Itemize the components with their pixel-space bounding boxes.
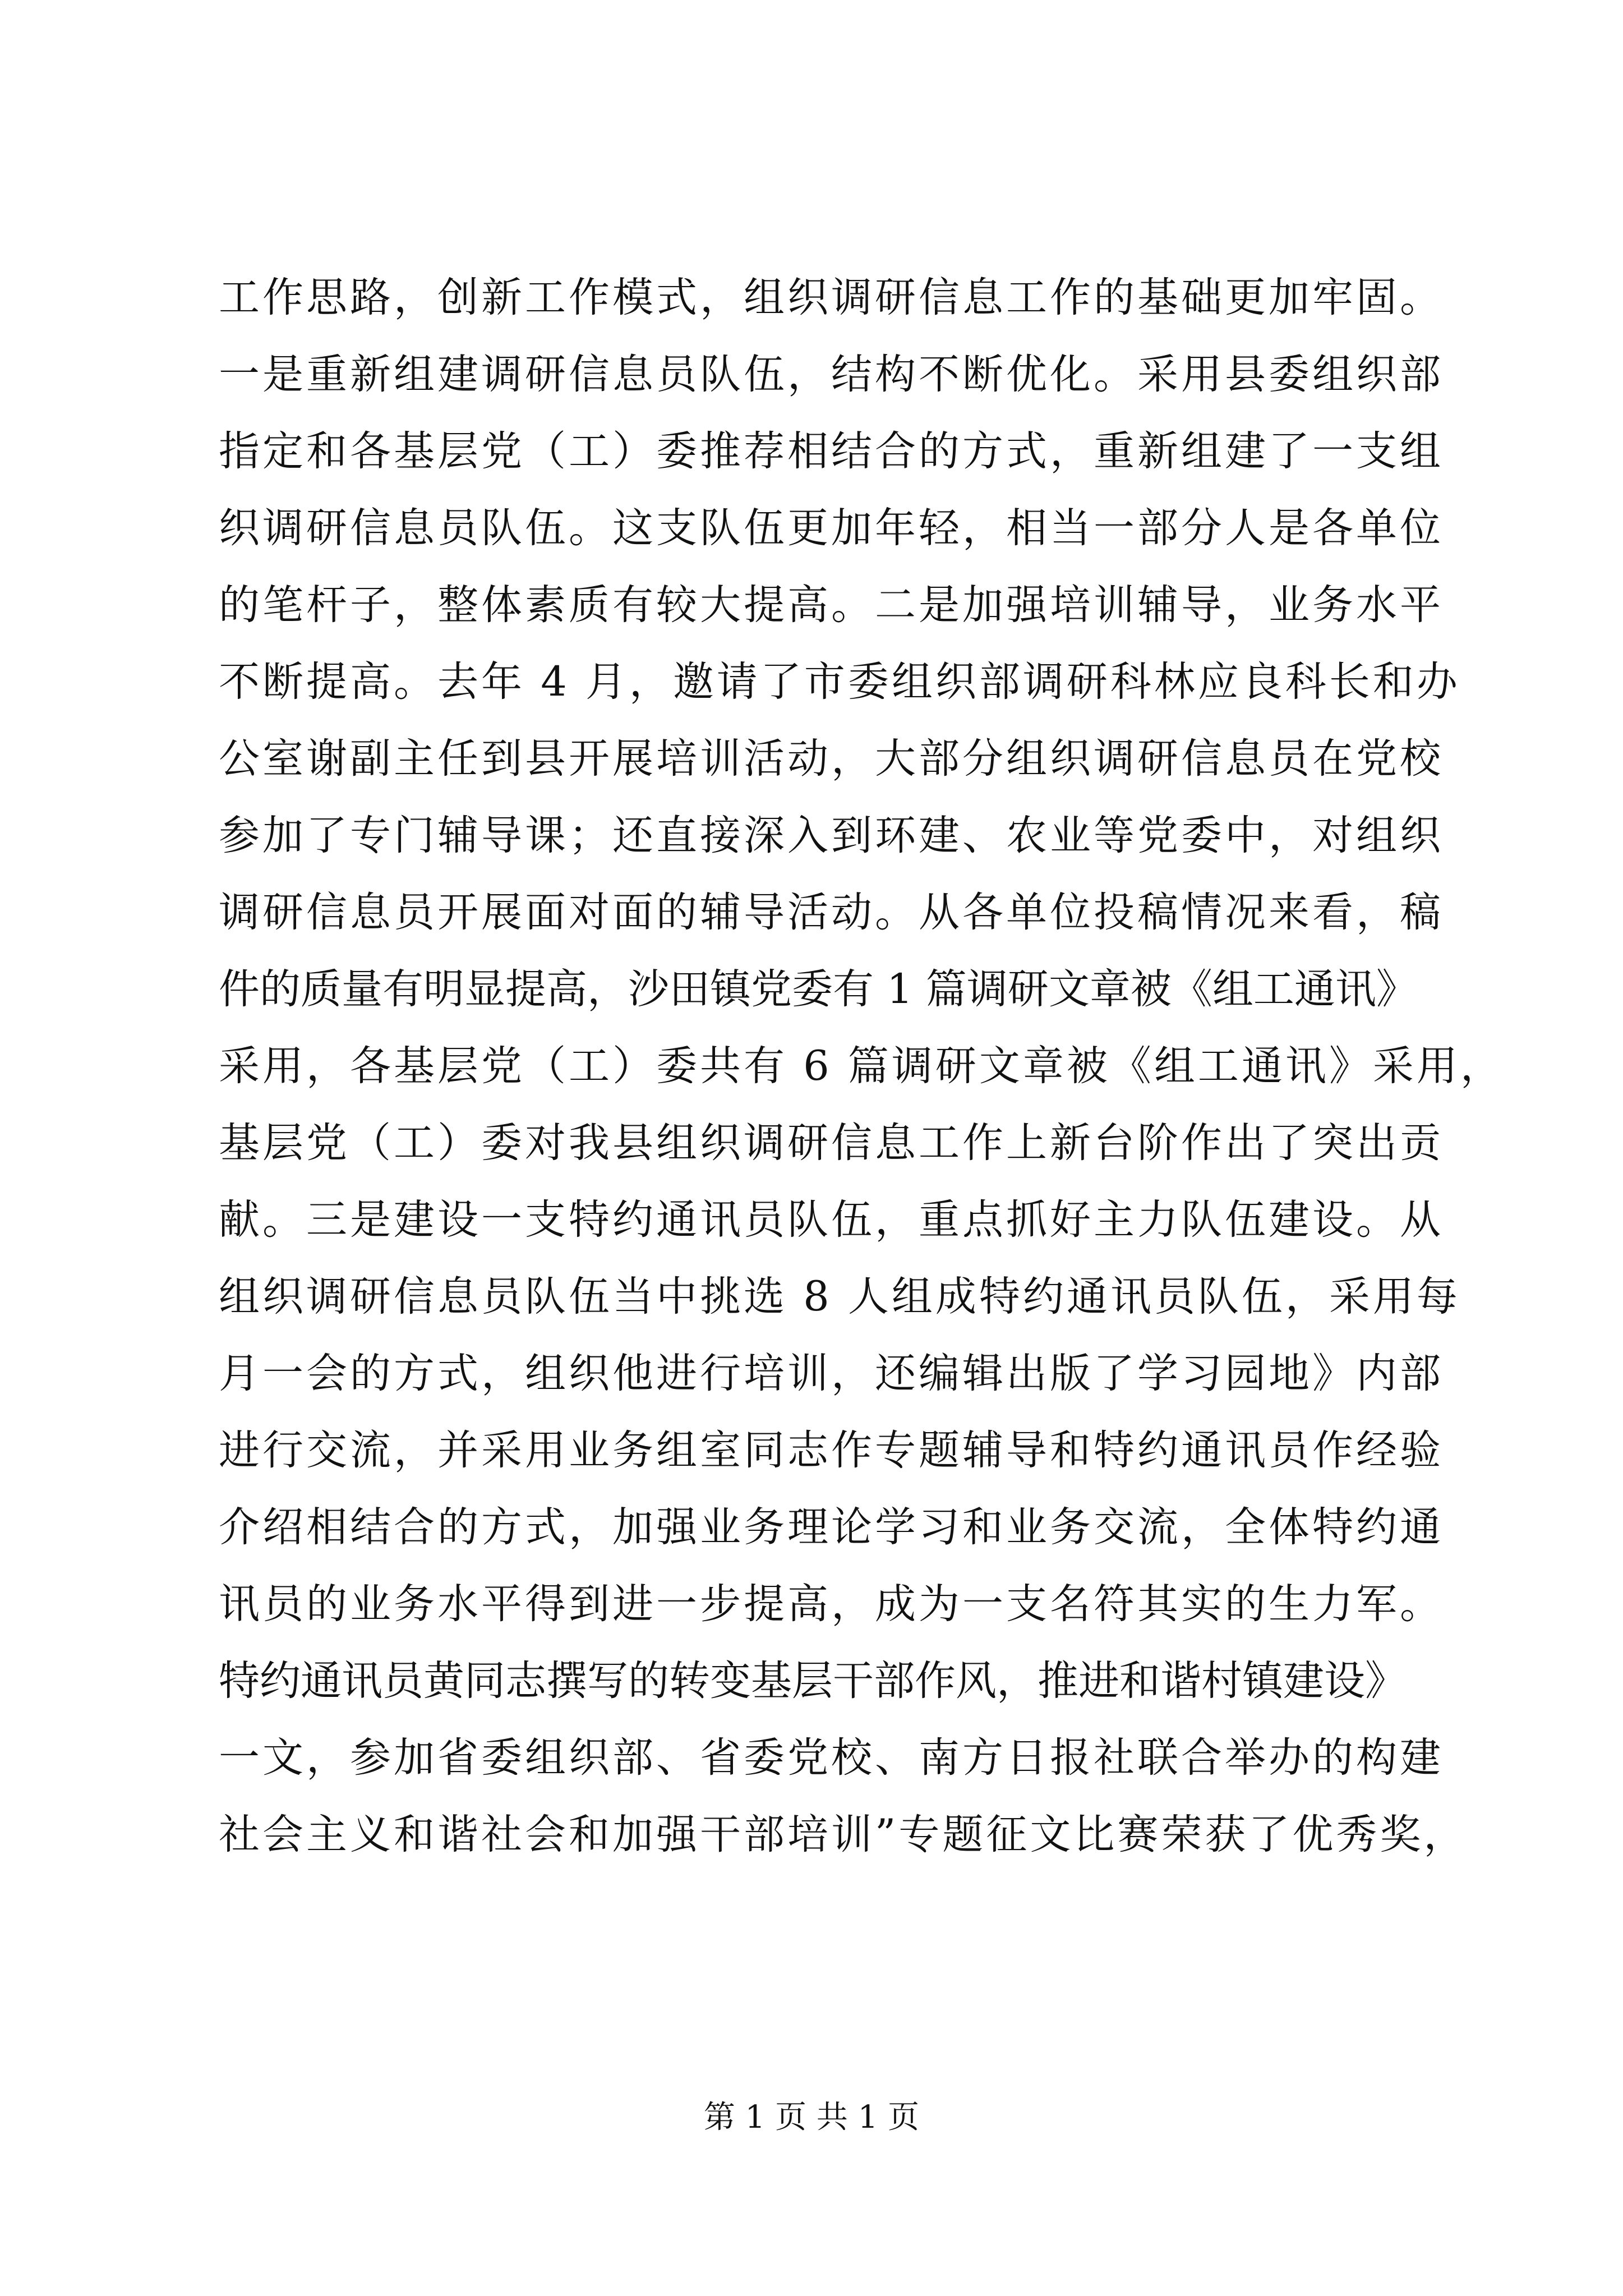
text-line: 指定和各基层党（工）委推荐相结合的方式，重新组建了一支组	[219, 427, 1444, 475]
text-line: 参加了专门辅导课；还直接深入到环建、农业等党委中，对组织	[219, 812, 1444, 859]
text-line: 工作思路，创新工作模式，组织调研信息工作的基础更加牢固。	[219, 274, 1444, 321]
text-line: 不断提高。去年 4 月，邀请了市委组织部调研科林应良科长和办	[219, 658, 1460, 706]
text-line: 公室谢副主任到县开展培训活动，大部分组织调研信息员在党校	[219, 735, 1444, 783]
text-line: 组织调研信息员队伍当中挑选 8 人组成特约通讯员队伍，采用每	[219, 1273, 1460, 1320]
text-line: 基层党（工）委对我县组织调研信息工作上新台阶作出了突出贡	[219, 1119, 1444, 1167]
text-line: 采用，各基层党（工）委共有 6 篇调研文章被《组工通讯》采用，	[219, 1042, 1504, 1090]
text-line: 一文，参加省委组织部、省委党校、南方日报社联合举办的构建	[219, 1734, 1444, 1782]
text-line: 织调研信息员队伍。这支队伍更加年轻，相当一部分人是各单位	[219, 504, 1444, 552]
text-line: 献。三是建设一支特约通讯员队伍，重点抓好主力队伍建设。从	[219, 1196, 1444, 1244]
text-line: 进行交流，并采用业务组室同志作专题辅导和特约通讯员作经验	[219, 1427, 1444, 1474]
text-line: 讯员的业务水平得到进一步提高，成为一支名符其实的生力军。	[219, 1580, 1444, 1628]
text-line: 介绍相结合的方式，加强业务理论学习和业务交流，全体特约通	[219, 1503, 1444, 1551]
text-line: 特约通讯员黄同志撰写的转变基层干部作风，推进和谐村镇建设》	[219, 1657, 1406, 1705]
page-footer: 第 1 页 共 1 页	[703, 2099, 920, 2136]
text-line: 件的质量有明显提高，沙田镇党委有 1 篇调研文章被《组工通讯》	[219, 965, 1417, 1013]
body-text	[219, 259, 1504, 1873]
text-line: 的笔杆子，整体素质有较大提高。二是加强培训辅导，业务水平	[219, 581, 1444, 629]
text-line: 调研信息员开展面对面的辅导活动。从各单位投稿情况来看，稿	[219, 889, 1444, 936]
text-line: 一是重新组建调研信息员队伍，结构不断优化。采用县委组织部	[219, 351, 1444, 398]
text-line: 社会主义和谐社会和加强干部培训”专题征文比赛荣获了优秀奖，	[219, 1811, 1468, 1858]
text-line: 月一会的方式，组织他进行培训，还编辑出版了学习园地》内部	[219, 1350, 1444, 1397]
